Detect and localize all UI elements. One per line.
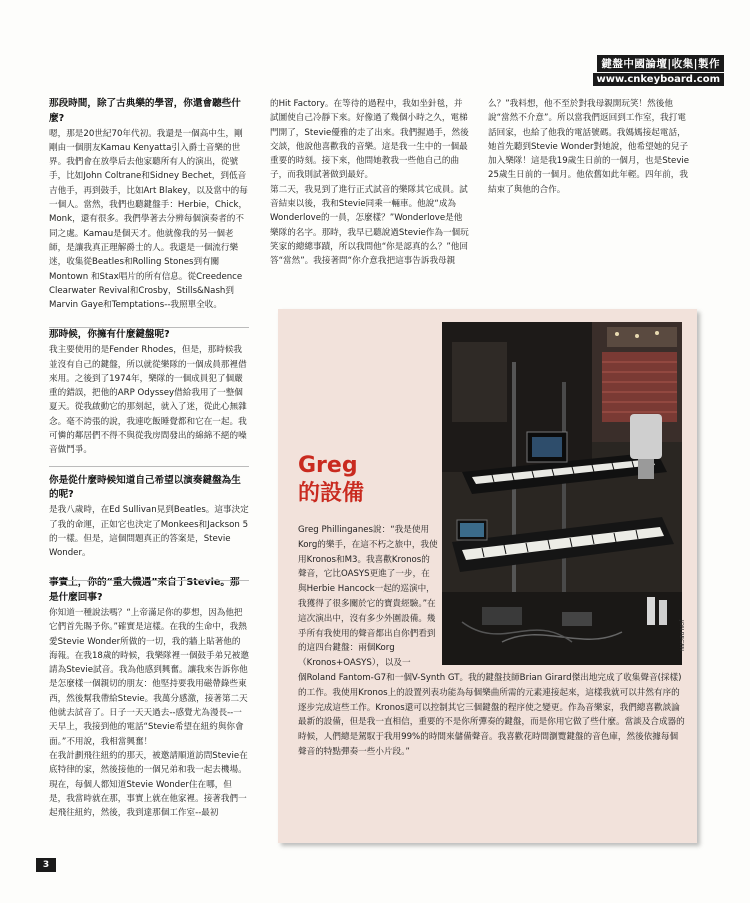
sidebar-body-continued: 個Roland Fantom-G7和一個V-Synth GT。我的鍵盤技師Brian Girard傑出地完成了收集聲音(採樣)的工作。我使用Kronos上的設置列表功能為每個樂曲所需的元素連接起來，這樣我就可以井然有序的逐步完成這些工作。Kronos還可以控制其它三個鍵盤的程序使之變更。作為音樂家，我們總喜歡談論最新的設備，但是我一直相信，重要的不是你所彈奏的鍵盤，而是你用它做了些什麼。當談及合成器的時候，人們總是駕馭于我用99%的時間來儲備聲音。我喜歡花時間瀏覽鍵盤的音色庫，然後依據每個聲音的特點彈奏一些小片段。”: [298, 673, 685, 757]
interview-question: 事實上，你的“重大機遇”來自于Stevie。那是什麼回事?: [49, 577, 240, 604]
article-column-1: [49, 97, 249, 820]
page-number: 3: [36, 858, 56, 872]
interview-question: 你是從什麼時候知道自己希望以演奏鍵盤為生的呢?: [49, 474, 241, 501]
article-column-2: [270, 97, 470, 269]
interview-answer: 的Hit Factory。在等待的過程中，我如坐針毯，并試圖使自己冷靜下來。好像過了幾個小時之久，電梯門開了，Stevie優雅的走了出來。我們握過手，然後交談，他說他喜歡我的音樂。這是我一生中的一個最重要的時刻。接下來，他問她教我一些他自己的曲子，而我則試著做到最好。: [270, 99, 469, 181]
interview-question: 那時候，你擁有什麼鍵盤呢?: [49, 329, 170, 341]
section-divider: [49, 327, 249, 328]
photo-credit: JON REGEN: [678, 620, 684, 651]
sidebar-title-name: Greg: [298, 453, 358, 478]
sidebar-body: Greg Phillinganes說：“我是使用Korg的樂手，在這不朽之旅中，我使用Kronos和M3。我喜歡Kronos的聲音，它比OASYS更進了一步，在與Herbie Hancock一起的巡演中，我獲得了很多關於它的寶貴經驗。”在這次演出中，沒有多少外圍設備。幾乎所有我使用的聲音都出自你們看到的這四台鍵盤：兩個Korg（Kronos+OASYS），以及一: [298, 525, 438, 669]
keyboard-rig-photo: [442, 322, 682, 665]
interview-answer: 你知道一種說法嗎？“上帝滿足你的夢想，因為他把它們首先賜予你。”確實是這樣。在我的生命中，我熱愛Stevie Wonder所做的一切，我的牆上貼著他的海報。在我18歲的時候，我樂隊裡一個鼓手弟兄被邀請為Stevie試音。我為他感到興奮。讓我來告訴你他是怎麼樣一個親切的朋友：他堅持要我用磁帶錄些東西，然後幫我帶給Stevie。我萬分感激，接著第二天他就去試音了。日子一天天過去--感覺尤為漫長--一天早上，我接到他的電話“Stevie希望在紐約與你會面。”不用說，我相當興奮！: [49, 608, 249, 747]
brand-url: www.cnkeyboard.com: [593, 73, 725, 86]
paragraph-gap: [49, 560, 249, 576]
interview-answer: 嗯，那是20世紀70年代初。我還是一個高中生，剛剛由一個朋友Kamau Kenyatta引入爵士音樂的世界。我們會在放學后去他家聽所有人的演出，從號手，比如John Coltrane和Sidney Bechet，到低音吉他手，再到鼓手，比如Art Blakey，以及當中的每一個人。當然，我們也聽鍵盤手：Herbie，Chick，Monk，還有很多。我們學著去分辨每個演奏者的不同之處。Kamau是個天才。他就像我的另一個老師，是讓我真正理解爵士的人。我還是一個流行樂迷，收集從Beatles和Rolling Stones到有關Montown 和Stax唱片的所有信息。從Creedence Clearwater Revival和Crosby，Stills&Nash到Marvin Gaye和Temptations--我照單全收。: [49, 128, 248, 311]
site-brand: [593, 52, 725, 86]
section-divider: [49, 580, 249, 581]
interview-answer: 在我計劃飛往紐約的那天，被邀請順道訪問Stevie在底特律的家，然後接他的一個兄弟和我一起去機場。現在，每個人都知道Stevie Wonder住在哪，但是，我當時就在那，事實上就在他家裡。接著我們一起飛往紐約，然後，我到達那個工作室--最初: [49, 750, 248, 819]
sidebar-title-suffix: 的設備: [298, 481, 365, 506]
interview-answer: 第二天，我見到了進行正式試音的樂隊其它成員。試音結束以後，我和Stevie同乘一輛車。他說“成為Wonderlove的一員，怎麼樣？”Wonderlove是他樂隊的名字。那時，我早已聽說過Stevie作為一個玩笑家的總總事蹟，所以我問他“你是認真的么？”他回答“當然”。我接著問“你介意我把這事告訴我母親: [270, 184, 469, 267]
sidebar-title: [298, 452, 364, 508]
interview-answer: 是我八歲時，在Ed Sullivan見到Beatles。這事決定了我的命運，正如它也決定了Monkees和Jackson 5的一樣。但是，這個問題真正的答案是，Stevie Wonder。: [49, 505, 249, 559]
brand-forum-label: 鍵盤中國論壇|收集|製作: [597, 55, 724, 72]
article-column-3: [488, 97, 690, 197]
interview-answer: 我主要使用的是Fender Rhodes，但是，那時候我並沒有自己的鍵盤，所以就從樂隊的一個成員那裡借來用。之後到了1974年，樂隊的一個成員犯了個嚴重的錯誤，把他的ARP Odyssey借給我用了一整個夏天。從我啟動它的那刻起，就入了迷，從此心無雜念。毫不誇張的說，我連吃飯睡覺都和它在一起。我可憐的鄰居們不得不與從我房間發出的綿綿不絕的噪音做鬥爭。: [49, 345, 247, 456]
keyboard-rig-illustration: [442, 322, 682, 665]
interview-answer: 么？”我料想，他不至於對我母親開玩笑！然後他說“當然不介意”。所以當我們返回到工作室，我打電話回家，也給了他我的電話號碼。我媽媽接起電話，她首先聽到Stevie Wonder對她說，他希望她的兒子加入樂隊！這是我19歲生日前的一個月，也是Stevie 25歲生日前的一個月。他依舊如此年輕。四年前，我結束了與他的合作。: [488, 99, 690, 195]
section-divider: [49, 466, 249, 467]
interview-question: 那段時間，除了古典樂的學習，你還會聽些什麼?: [49, 98, 241, 124]
